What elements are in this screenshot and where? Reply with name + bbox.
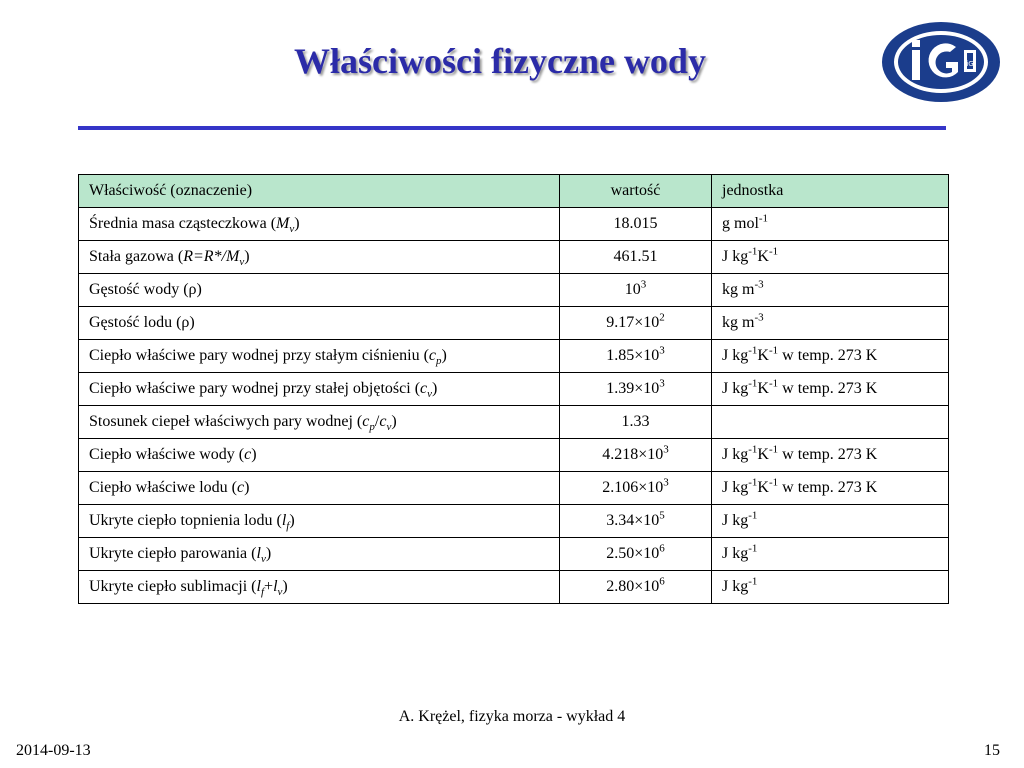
value-cell: $1.39\times 10^3$ bbox=[560, 373, 712, 406]
table-row bbox=[79, 439, 949, 472]
table-row bbox=[79, 538, 949, 571]
logo-text: iG bbox=[966, 60, 974, 68]
property-cell: Ukryte ciepło parowania $(l_v)$ bbox=[79, 538, 560, 571]
table-row bbox=[79, 208, 949, 241]
value-cell: $9.17\times 10^2$ bbox=[560, 307, 712, 340]
table-row bbox=[79, 406, 949, 439]
property-cell: Ciepło właściwe wody (c) bbox=[79, 439, 560, 472]
properties-table bbox=[78, 174, 949, 604]
slide-title: Właściwości fizyczne wody bbox=[294, 41, 706, 81]
table-row bbox=[79, 472, 949, 505]
title-underline bbox=[78, 126, 946, 130]
header-unit: jednostka bbox=[712, 175, 949, 208]
value-cell: $1.85\times 10^3$ bbox=[560, 340, 712, 373]
value-cell: 461.51 bbox=[560, 241, 712, 274]
value-cell: $2.80\times 10^6$ bbox=[560, 571, 712, 604]
unit-cell: kg $m^{-3}$ bbox=[712, 274, 949, 307]
unit-cell bbox=[712, 406, 949, 439]
value-cell: 1.33 bbox=[560, 406, 712, 439]
unit-cell: J $kg^{-1}K^{-1}$ w temp. 273 K bbox=[712, 340, 949, 373]
header-property: Właściwość (oznaczenie) bbox=[79, 175, 560, 208]
table-row bbox=[79, 241, 949, 274]
property-cell: Ciepło właściwe pary wodnej przy stałym ciśnieniu $(c_p)$ bbox=[79, 340, 560, 373]
value-cell: $3.34\times 10^5$ bbox=[560, 505, 712, 538]
property-cell: Ciepło właściwe pary wodnej przy stałej objętości $(c_v)$ bbox=[79, 373, 560, 406]
unit-cell: J $kg^{-1}$ bbox=[712, 538, 949, 571]
unit-cell: kg $m^{-3}$ bbox=[712, 307, 949, 340]
table-header-row bbox=[79, 175, 949, 208]
property-cell: Gęstość wody (ρ) bbox=[79, 274, 560, 307]
table-row bbox=[79, 274, 949, 307]
property-cell: Ukryte ciepło topnienia lodu $(l_f)$ bbox=[79, 505, 560, 538]
value-cell: $4.218\times 10^3$ bbox=[560, 439, 712, 472]
unit-cell: g mol$^{-1}$ bbox=[712, 208, 949, 241]
unit-cell: J $kg^{-1}$ bbox=[712, 571, 949, 604]
slide-footer: A. Krężel, fizyka morza - wykład 4 bbox=[398, 708, 626, 725]
property-cell: Stosunek ciepeł właściwych pary wodnej $(c_p/c_v)$ bbox=[79, 406, 560, 439]
unit-cell: J $kg^{-1}$ bbox=[712, 505, 949, 538]
unit-cell: J $kg^{-1}K^{-1}$ w temp. 273 K bbox=[712, 373, 949, 406]
value-cell: $2.50\times 10^6$ bbox=[560, 538, 712, 571]
table-row bbox=[79, 307, 949, 340]
unit-cell: J $kg^{-1}K^{-1}$ bbox=[712, 241, 949, 274]
value-cell: 18.015 bbox=[560, 208, 712, 241]
table-row bbox=[79, 373, 949, 406]
value-cell: $10^3$ bbox=[560, 274, 712, 307]
table-row bbox=[79, 505, 949, 538]
unit-cell: J $kg^{-1}K^{-1}$ w temp. 273 K bbox=[712, 472, 949, 505]
property-cell: Ukryte ciepło sublimacji $(l_f+l_v)$ bbox=[79, 571, 560, 604]
university-logo bbox=[880, 20, 1002, 104]
header-value: wartość bbox=[560, 175, 712, 208]
unit-cell: J $kg^{-1}K^{-1}$ w temp. 273 K bbox=[712, 439, 949, 472]
property-cell: Ciepło właściwe lodu (c) bbox=[79, 472, 560, 505]
page-number: 15 bbox=[984, 742, 1000, 759]
property-cell: Stała gazowa $(R=R*/M_v)$ bbox=[79, 241, 560, 274]
table-row bbox=[79, 571, 949, 604]
slide-date: 2014-09-13 bbox=[16, 742, 91, 759]
value-cell: $2.106\times 10^3$ bbox=[560, 472, 712, 505]
table-row bbox=[79, 340, 949, 373]
property-cell: Gęstość lodu (ρ) bbox=[79, 307, 560, 340]
property-cell: Średnia masa cząsteczkowa $(M_v)$ bbox=[79, 208, 560, 241]
